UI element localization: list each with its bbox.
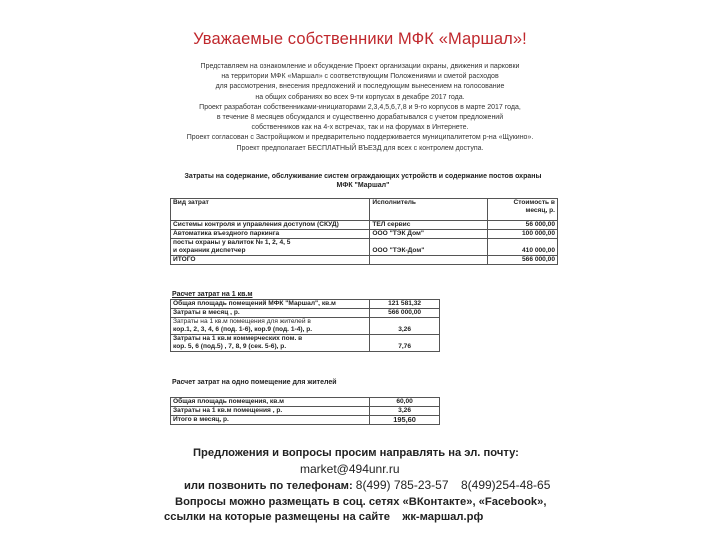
- row-label-line1: Затраты на 1 кв.м коммерческих пом. в: [173, 335, 303, 342]
- row-executor-text: ООО "ТЭК-Дом": [372, 247, 425, 254]
- header-cost-line2: месяц, р.: [525, 207, 555, 214]
- row-label-line2: кор.1, 2, 3, 4, 6 (под. 1-6), кор.9 (под. 1-4), р.: [173, 326, 313, 333]
- row-value: 566 000,00: [370, 309, 440, 318]
- contact-email[interactable]: market@494unr.ru: [300, 462, 400, 476]
- site-link[interactable]: жк-маршал.рф: [402, 511, 484, 523]
- row-cost: 566 000,00: [488, 256, 558, 265]
- intro-line: Представляем на ознакомление и обсуждение Проект организации охраны, движения и парковки: [200, 63, 520, 70]
- table-row: [171, 300, 440, 309]
- table-row: [171, 416, 440, 425]
- social-line1: Вопросы можно размещать в соц. сетях «ВКонтакте», «Facebook»,: [175, 496, 547, 508]
- phone-line: [184, 478, 550, 492]
- intro-line: на территории МФК «Маршал» с соответствующим Положениями и сметой расходов: [221, 73, 499, 81]
- row-value: [370, 318, 440, 335]
- row-value-text: 7,76: [398, 343, 412, 350]
- costs-section-title: [168, 172, 558, 190]
- intro-line: Проект разработан собственниками-инициаторами 2,3,4,5,6,7,8 и 9-го корпусов в марте 2017 года,: [199, 103, 521, 111]
- intro-line: Проект предполагает БЕСПЛАТНЫЙ ВЪЕЗД для всех с контролем доступа.: [236, 144, 484, 152]
- phone-label: или позвонить по телефонам:: [184, 480, 353, 492]
- row-name: ИТОГО: [171, 256, 370, 265]
- table-row: [171, 398, 440, 407]
- intro-line: в течение 8 месяцев обсуждался и существенно дорабатывался с учетом предложений: [216, 114, 504, 122]
- row-label: Итого в месяц, р.: [171, 416, 370, 425]
- row-value: 3,26: [370, 407, 440, 416]
- row-name: Автоматика въездного паркинга: [171, 230, 370, 239]
- row-name: [171, 239, 370, 256]
- row-value-text: 3,26: [398, 326, 412, 333]
- phone-number-1[interactable]: 8(499) 785-23-57: [355, 478, 449, 492]
- table-row: [171, 230, 558, 239]
- costs-title-line2: МФК "Маршал": [336, 182, 390, 189]
- contacts-line1: Предложения и вопросы просим направлять на эл. почту:: [193, 447, 519, 459]
- table-row: [171, 221, 558, 230]
- row-label: [171, 335, 370, 352]
- table-row: [171, 239, 558, 256]
- intro-text: [140, 62, 580, 154]
- row-cost-text: 410 000,00: [521, 247, 555, 254]
- row-name-line2: и охранник диспетчер: [173, 247, 246, 254]
- row-executor: ООО "ТЭК Дом": [370, 230, 488, 239]
- header-type: Вид затрат: [171, 199, 370, 221]
- intro-line: Проект согласован с Застройщиком и предварительно поддерживается муниципалитетом р-на «Щукино».: [186, 134, 534, 142]
- row-value: [370, 335, 440, 352]
- social-line2-text: ссылки на которые размещены на сайте: [164, 511, 390, 523]
- sqm-section-title: Расчет затрат на 1 кв.м: [172, 291, 253, 298]
- header-cost-line1: Стоимость в: [513, 199, 555, 206]
- header-executor: Исполнитель: [370, 199, 488, 221]
- row-name: Системы контроля и управления доступом (СКУД): [171, 221, 370, 230]
- row-label-line1: Затраты на 1 кв.м помещения для жителей в: [173, 318, 311, 325]
- row-cost: 100 000,00: [488, 230, 558, 239]
- row-cost: [488, 239, 558, 256]
- table-row: [171, 318, 440, 335]
- table-total-row: [171, 256, 558, 265]
- intro-line: на общих собраниях во всех 9-ти корпусах в декабре 2017 года.: [255, 93, 465, 101]
- intro-line: для рассмотрения, внесения предложений и последующим вынесением на голосование: [215, 83, 505, 91]
- social-line2: [164, 511, 483, 523]
- header-cost: [488, 199, 558, 221]
- apartment-table: [170, 397, 440, 425]
- page-title: Уважаемые собственники МФК «Маршал»!: [193, 30, 527, 48]
- phone-number-2[interactable]: 8(499)254-48-65: [460, 478, 551, 492]
- row-value: 60,00: [370, 398, 440, 407]
- table-header-row: [171, 199, 558, 221]
- row-label: Общая площадь помещения, кв.м: [171, 398, 370, 407]
- row-label-line2: кор. 5, 6 (под.5) , 7, 8, 9 (сек. 5-6), р.: [173, 343, 287, 350]
- row-value: 195,60: [370, 416, 440, 425]
- intro-line: собственников как на 4-х встречах, так и на форумах в Интернете.: [251, 124, 469, 132]
- costs-table: [170, 198, 558, 265]
- row-label: Затраты на 1 кв.м помещения , р.: [171, 407, 370, 416]
- row-value: 121 581,32: [370, 300, 440, 309]
- row-executor: [370, 256, 488, 265]
- row-label: [171, 318, 370, 335]
- row-label: Общая площадь помещений МФК "Маршал", кв.м: [171, 300, 370, 309]
- table-row: [171, 309, 440, 318]
- row-label: Затраты в месяц , р.: [171, 309, 370, 318]
- row-executor: [370, 239, 488, 256]
- row-name-line1: посты охраны у валиток № 1, 2, 4, 5: [173, 239, 291, 246]
- row-cost: 56 000,00: [488, 221, 558, 230]
- table-row: [171, 335, 440, 352]
- row-executor: ТЕЛ сервис: [370, 221, 488, 230]
- costs-title-line1: Затраты на содержание, обслуживание систем ограждающих устройств и содержание постов охраны: [184, 173, 542, 180]
- sqm-table: [170, 299, 440, 352]
- apartment-section-title: Расчет затрат на одно помещение для жителей: [172, 379, 337, 386]
